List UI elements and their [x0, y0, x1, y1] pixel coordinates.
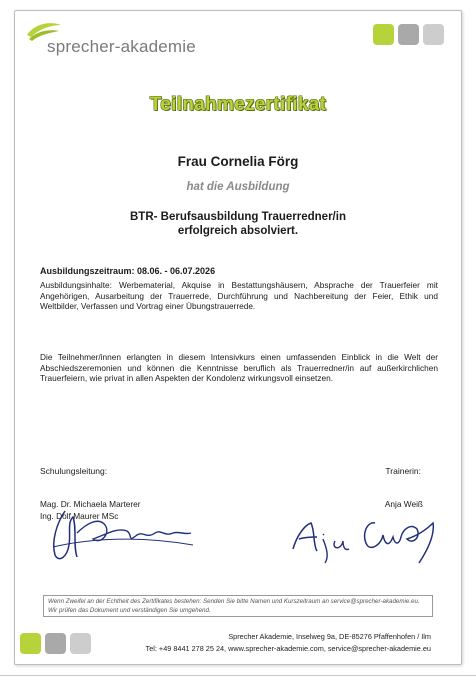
light-grey-square — [70, 633, 91, 654]
grey-square — [45, 633, 66, 654]
subtitle: hat die Ausbildung — [186, 181, 290, 193]
left-signature-image — [47, 505, 197, 571]
training-period: Ausbildungszeitraum: 08.06. - 06.07.2026 — [40, 266, 216, 276]
right-signer-name: Anja Weiß — [384, 499, 423, 509]
authenticity-disclaimer: Wenn Zweifel an der Echtheit des Zertifikates bestehen: Senden Sie bitte Namen und Kurszeitraum an service@sprecher-akademie.eu. Wir prüfen das Dokument und verständigen Sie umgehend. — [43, 595, 433, 617]
right-signature-label: Trainerin: — [385, 466, 421, 476]
footer-address: Sprecher Akademie, Inselweg 9a, DE-85276 Pfaffenhofen / Ilm — [228, 632, 431, 641]
green-square — [20, 633, 41, 654]
course-block — [15, 210, 461, 238]
course-description-paragraph: Die Teilnehmer/innen erlangten in diesem Intensivkurs einen umfassenden Einblick in die Welt der Abschiedszeremonien und können die Kenntnisse beruflich als Trauerredner/in auf außerkirchlichen Trauerfeiern, wie privat in allen Aspekten der Kondolenz wirkungsvoll einsetzen. — [40, 352, 438, 384]
certificate-page — [14, 10, 462, 665]
course-contents-paragraph: Ausbildungsinhalte: Werbematerial, Akquise in Bestattungshäusern, Absprache der Trauerfeier mit Angehörigen, Ausarbeitung der Trauerrede, Durchführung und Nachbereitung der Feier, Ethik und Weltbilder, Verfassen und Vortrag einer Übungstrauerrede. — [40, 280, 438, 312]
recipient-name: Frau Cornelia Förg — [177, 154, 299, 169]
certificate-title: Teilnahmezertifikat — [149, 94, 327, 115]
logo — [25, 21, 215, 57]
bottom-rule — [0, 675, 476, 676]
footer-contact: Tel: +49 8441 278 25 24, www.sprecher-akademie.com, service@sprecher-akademie.eu — [145, 644, 431, 653]
bottom-color-squares — [20, 633, 91, 654]
green-square — [373, 24, 394, 45]
top-color-squares — [373, 24, 444, 45]
left-signature-label: Schulungsleitung: — [40, 466, 108, 476]
right-signature-image — [287, 505, 447, 565]
course-line-1: BTR- Berufsausbildung Trauerredner/in — [130, 211, 346, 223]
left-signer-name-2: Ing. Dolf Maurer MSc — [40, 511, 119, 521]
logo-text: sprecher-akademie — [47, 37, 196, 56]
course-line-2: erfolgreich absolviert. — [177, 225, 299, 237]
light-grey-square — [423, 24, 444, 45]
grey-square — [398, 24, 419, 45]
left-signer-name-1: Mag. Dr. Michaela Marterer — [40, 499, 141, 509]
